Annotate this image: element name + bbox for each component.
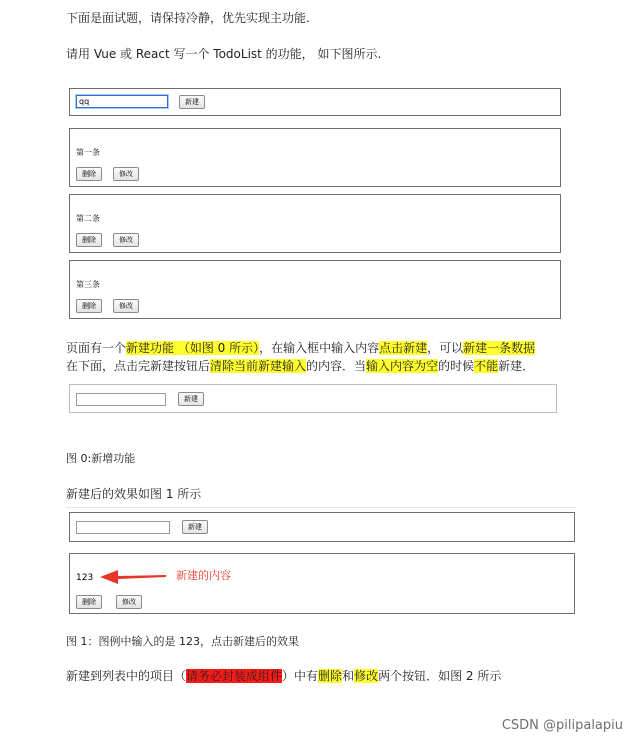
- delete-button[interactable]: 删除: [76, 167, 102, 181]
- intro-line-1: 下面是面试题，请保持冷静，优先实现主功能.: [66, 11, 310, 25]
- annotation-label: 新建的内容: [176, 569, 231, 582]
- new-button[interactable]: 新建: [179, 95, 205, 109]
- bottom-text: ）中有: [282, 669, 319, 683]
- desc-text: 页面有一个: [66, 341, 127, 355]
- highlight-text: 删除: [318, 669, 343, 683]
- fig0-new-button[interactable]: 新建: [178, 392, 204, 406]
- fig0-new-item-input[interactable]: [76, 393, 166, 406]
- highlight-text: 清除当前新建输入: [210, 359, 307, 373]
- delete-button[interactable]: 删除: [76, 233, 102, 247]
- bottom-text: 和: [342, 669, 355, 683]
- fig0-new-item-bar: [69, 384, 557, 413]
- desc-line-2: [66, 356, 534, 376]
- highlight-text: 新建功能 （如图 0 所示）: [126, 341, 260, 355]
- desc-text: ，可以: [427, 341, 464, 355]
- todo-item: [69, 260, 561, 319]
- new-item-input[interactable]: qq: [76, 95, 168, 108]
- desc-text: ，在输入框中输入内容: [259, 341, 380, 355]
- delete-button[interactable]: 删除: [76, 299, 102, 313]
- highlight-text: 不能: [474, 359, 499, 373]
- fig1-item-text: 123: [76, 573, 94, 583]
- bottom-text: 新建到列表中的项目（: [66, 669, 187, 683]
- fig1-caption: 图 1：图例中输入的是 123，点击新建后的效果: [66, 635, 299, 648]
- highlight-text: 修改: [354, 669, 379, 683]
- highlight-text: 新建一条数据: [463, 341, 536, 355]
- desc-text: 的内容．当: [306, 359, 367, 373]
- todo-item: [69, 128, 561, 187]
- fig1-new-item-input[interactable]: [76, 521, 170, 534]
- highlight-text: 点击新建: [379, 341, 428, 355]
- desc-text: 在下面，点击完新建按钮后: [66, 359, 211, 373]
- red-highlight-text: 请务必封装成组件: [186, 669, 283, 683]
- edit-button[interactable]: 修改: [113, 233, 139, 247]
- fig1-new-button[interactable]: 新建: [182, 520, 208, 534]
- fig1-todo-item: [69, 553, 575, 614]
- new-item-bar: [69, 88, 561, 116]
- desc-line-1: [66, 338, 535, 358]
- fig0-caption: 图 0:新增功能: [66, 452, 136, 465]
- desc-text: 的时候: [438, 359, 475, 373]
- divider: [66, 507, 576, 508]
- bottom-text: 两个按钮．如图 2 所示: [378, 669, 502, 683]
- highlight-text: 输入内容为空: [366, 359, 439, 373]
- watermark: CSDN @pilipalapiu: [501, 718, 623, 733]
- bottom-line: [66, 666, 501, 686]
- fig1-delete-button[interactable]: 删除: [76, 595, 102, 609]
- fig1-new-item-bar: [69, 512, 575, 542]
- intro-line-2: 请用 Vue 或 React 写一个 TodoList 的功能， 如下图所示.: [66, 47, 382, 61]
- todo-item-title: 第一条: [76, 148, 100, 157]
- after-text: 新建后的效果如图 1 所示: [66, 487, 202, 501]
- todo-item-title: 第三条: [76, 280, 100, 289]
- desc-text: 新建．: [498, 359, 535, 373]
- todo-item: [69, 194, 561, 253]
- fig1-edit-button[interactable]: 修改: [116, 595, 142, 609]
- edit-button[interactable]: 修改: [113, 167, 139, 181]
- edit-button[interactable]: 修改: [113, 299, 139, 313]
- todo-item-title: 第二条: [76, 214, 100, 223]
- arrow-left-icon: [98, 564, 168, 586]
